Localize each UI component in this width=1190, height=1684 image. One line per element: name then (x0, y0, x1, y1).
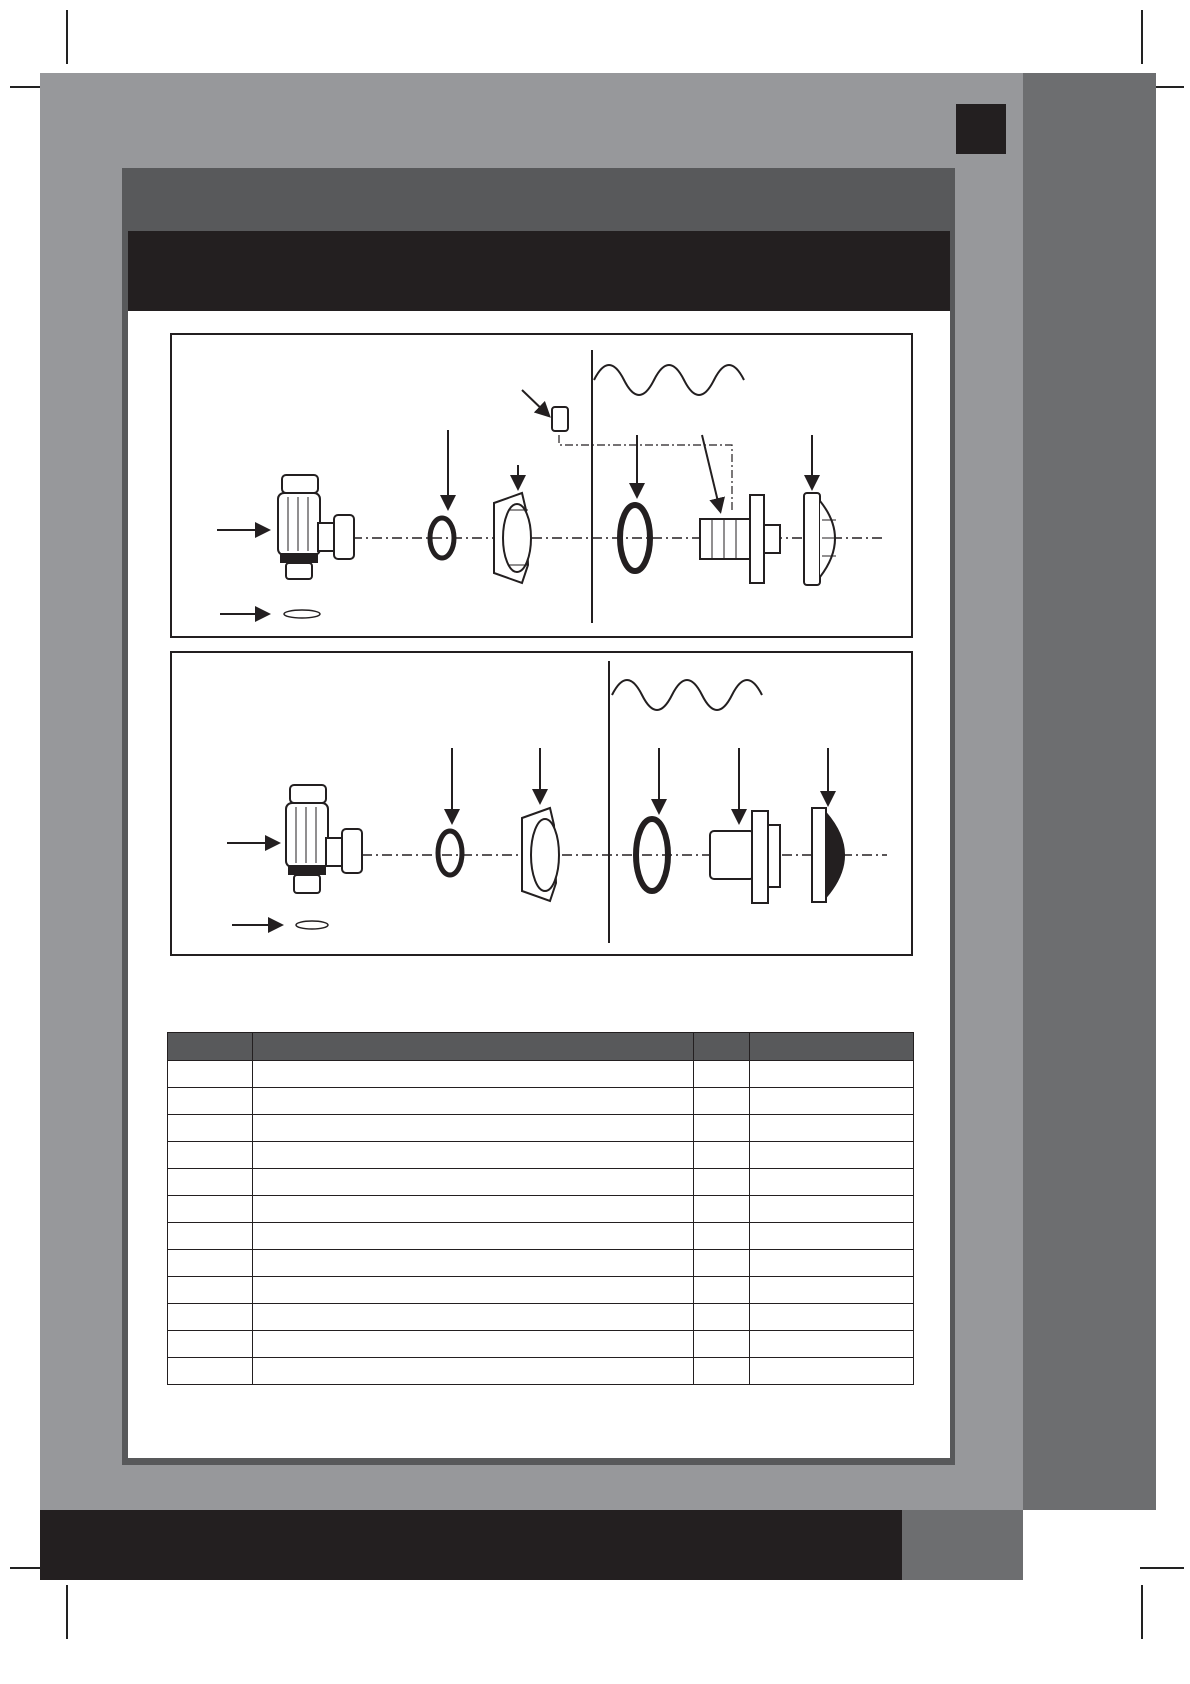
table-cell (168, 1277, 253, 1304)
table-row (168, 1169, 914, 1196)
water-wave (612, 680, 762, 710)
table-row (168, 1331, 914, 1358)
assembly-diagram-2 (170, 651, 913, 956)
table-cell (168, 1331, 253, 1358)
table-row (168, 1142, 914, 1169)
parts-table (167, 1032, 914, 1385)
table-cell (694, 1277, 750, 1304)
table-cell (694, 1115, 750, 1142)
crop-mark (1141, 1585, 1143, 1639)
table-cell (694, 1250, 750, 1277)
table-row (168, 1061, 914, 1088)
table-cell (694, 1088, 750, 1115)
table-row (168, 1088, 914, 1115)
footer-bar (40, 1510, 902, 1580)
plunger-valve-icon (278, 475, 354, 579)
table-cell (750, 1142, 914, 1169)
table-cell (253, 1196, 694, 1223)
column-header (750, 1033, 914, 1061)
side-band (1023, 73, 1156, 1510)
table-row (168, 1250, 914, 1277)
page-number-box (902, 1510, 1023, 1580)
table-row (168, 1277, 914, 1304)
air-jet-icon (552, 407, 568, 431)
strainer-grid-icon (804, 493, 840, 585)
inlet-fitting-icon (700, 495, 780, 583)
table-cell (253, 1115, 694, 1142)
table-cell (694, 1061, 750, 1088)
table-cell (168, 1115, 253, 1142)
table-cell (750, 1277, 914, 1304)
table-cell (253, 1169, 694, 1196)
table-row (168, 1115, 914, 1142)
table-cell (694, 1223, 750, 1250)
table-cell (750, 1115, 914, 1142)
inlet-fitting-icon (710, 811, 780, 903)
panel-heading-bar (128, 231, 950, 311)
column-header (168, 1033, 253, 1061)
column-header (694, 1033, 750, 1061)
diagram-2-drawing (172, 653, 911, 954)
table-cell (168, 1223, 253, 1250)
table-cell (750, 1331, 914, 1358)
crop-mark (66, 10, 68, 64)
table-cell (168, 1142, 253, 1169)
table-cell (694, 1331, 750, 1358)
small-o-ring-icon (296, 921, 328, 929)
table-cell (253, 1142, 694, 1169)
water-wave (594, 365, 744, 395)
table-cell (750, 1250, 914, 1277)
table-cell (750, 1304, 914, 1331)
section-tab (956, 104, 1006, 154)
table-cell (168, 1304, 253, 1331)
table-cell (168, 1250, 253, 1277)
plunger-valve-icon (286, 785, 362, 893)
table-cell (253, 1223, 694, 1250)
lock-nut-icon (522, 808, 559, 901)
table-cell (168, 1169, 253, 1196)
table-cell (750, 1196, 914, 1223)
table-row (168, 1304, 914, 1331)
table-cell (750, 1358, 914, 1385)
diagram-1-drawing (172, 335, 911, 636)
table-cell (253, 1331, 694, 1358)
assembly-diagram-1 (170, 333, 913, 638)
table-cell (168, 1196, 253, 1223)
column-header (253, 1033, 694, 1061)
crop-mark (1141, 10, 1143, 64)
table-cell (253, 1277, 694, 1304)
crop-mark (1140, 1567, 1184, 1569)
crop-mark (66, 1585, 68, 1639)
table-cell (168, 1088, 253, 1115)
table-cell (694, 1304, 750, 1331)
table-cell (253, 1304, 694, 1331)
air-line (559, 435, 732, 510)
table-cell (694, 1142, 750, 1169)
small-o-ring-icon (284, 610, 320, 618)
table-cell (694, 1169, 750, 1196)
table-row (168, 1358, 914, 1385)
table-cell (168, 1061, 253, 1088)
table-cell (750, 1061, 914, 1088)
strainer-grid-icon (812, 808, 844, 902)
table-cell (750, 1169, 914, 1196)
table-cell (694, 1196, 750, 1223)
table-cell (750, 1223, 914, 1250)
table-header-row (168, 1033, 914, 1061)
table-cell (750, 1088, 914, 1115)
table-row (168, 1223, 914, 1250)
table-cell (168, 1358, 253, 1385)
o-ring-icon (438, 831, 462, 875)
lock-nut-icon (494, 493, 531, 583)
table-cell (253, 1358, 694, 1385)
table-cell (694, 1358, 750, 1385)
table-cell (253, 1088, 694, 1115)
table-row (168, 1196, 914, 1223)
table-cell (253, 1061, 694, 1088)
table-cell (253, 1250, 694, 1277)
